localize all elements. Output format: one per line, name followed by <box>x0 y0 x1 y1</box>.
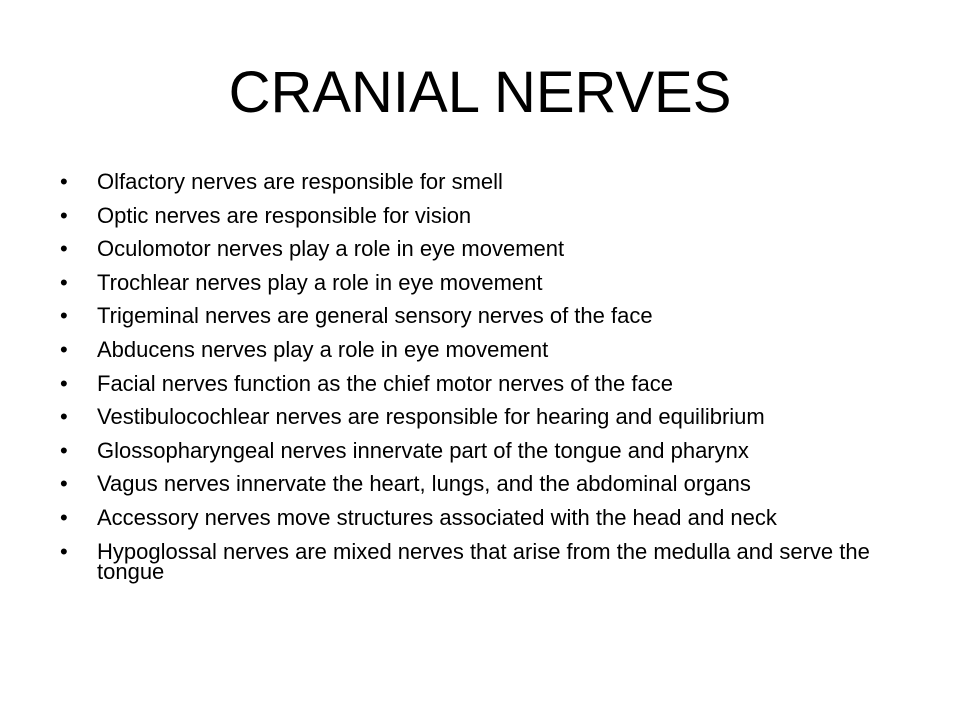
list-item <box>58 269 888 295</box>
bullet-text: Olfactory nerves are responsible for smell <box>97 169 503 194</box>
bullet-text: Vestibulocochlear nerves are responsible for hearing and equilibrium <box>97 404 765 430</box>
bullet-icon: • <box>60 437 68 463</box>
bullet-icon: • <box>60 471 68 497</box>
bullet-text: Trigeminal nerves are general sensory nerves of the face <box>97 303 653 329</box>
bullet-icon: • <box>60 504 68 530</box>
bullet-text: Oculomotor nerves play a role in eye movement <box>97 236 565 262</box>
bullet-text: Accessory nerves move structures associated with the head and neck <box>97 504 777 530</box>
bullet-text: Facial nerves function as the chief motor nerves of the face <box>97 370 673 396</box>
bullet-icon: • <box>60 269 68 295</box>
bullet-text: Glossopharyngeal nerves innervate part of the tongue and pharynx <box>97 437 749 463</box>
bullet-list <box>58 169 888 595</box>
bullet-icon: • <box>60 303 68 329</box>
slide-title: CRANIAL NERVES <box>228 60 732 125</box>
bullet-icon: • <box>60 202 68 228</box>
bullet-text: Trochlear nerves play a role in eye movement <box>97 269 543 295</box>
bullet-icon: • <box>60 404 68 430</box>
bullet-text: Optic nerves are responsible for vision <box>97 202 472 228</box>
bullet-icon: • <box>60 538 68 564</box>
bullet-icon: • <box>60 336 68 362</box>
list-item <box>58 236 888 262</box>
list-item <box>58 437 888 463</box>
bullet-text: Vagus nerves innervate the heart, lungs, and the abdominal organs <box>97 471 751 497</box>
list-item <box>58 169 888 194</box>
list-item <box>58 538 888 584</box>
list-item <box>58 370 888 396</box>
list-item <box>58 504 888 530</box>
bullet-icon: • <box>60 169 68 194</box>
list-item <box>58 471 888 497</box>
list-item <box>58 404 888 430</box>
list-item <box>58 336 888 362</box>
list-item <box>58 303 888 329</box>
bullet-text: Abducens nerves play a role in eye movement <box>97 336 549 362</box>
bullet-icon: • <box>60 236 68 262</box>
list-item <box>58 202 888 228</box>
bullet-text: Hypoglossal nerves are mixed nerves that arise from the medulla and serve the tongue <box>97 538 870 584</box>
bullet-icon: • <box>60 370 68 396</box>
